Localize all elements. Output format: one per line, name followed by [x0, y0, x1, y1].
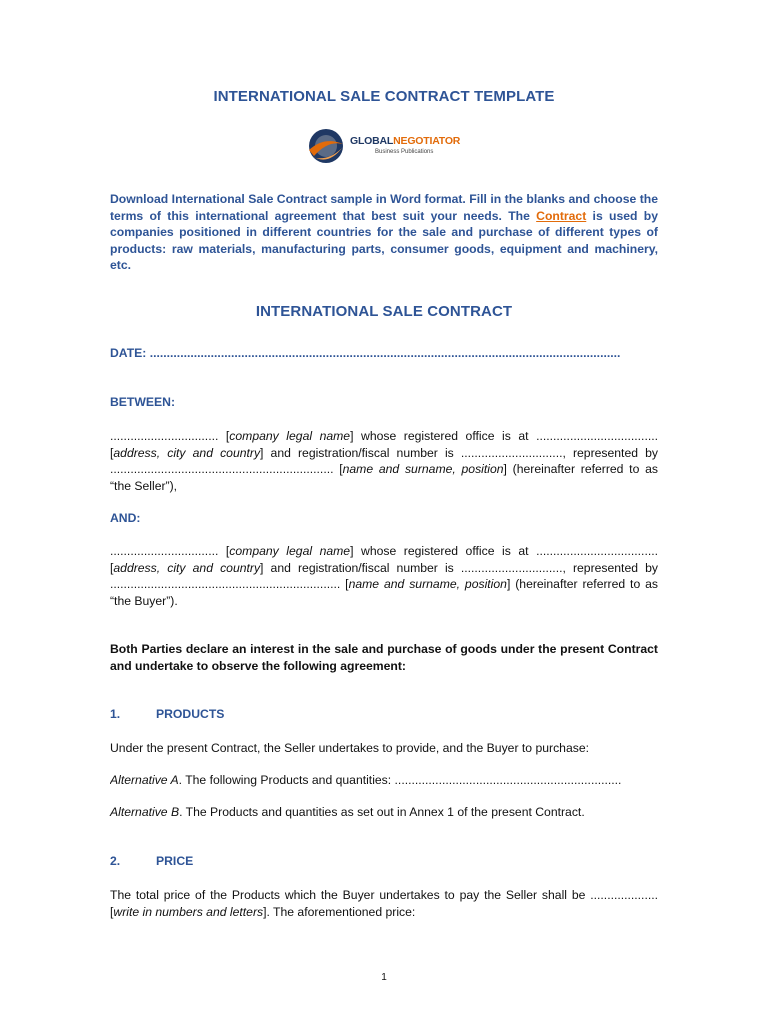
alternative-b: Alternative B. The Products and quantities as set out in Annex 1 of the present Contract.: [110, 805, 585, 819]
buyer-paragraph: ................................ [company legal name] whose registered office is at .................................... [address, city and country] and registration/fiscal number is .............................., represented by .................................................................... [name and surname, position] (hereinafter referred to as “the Buyer”).: [110, 544, 659, 608]
contract-title: INTERNATIONAL SALE CONTRACT: [255, 303, 513, 320]
document-title: INTERNATIONAL SALE CONTRACT TEMPLATE: [213, 88, 555, 105]
between-label: BETWEEN:: [110, 395, 175, 409]
logo-tagline: Business Publications: [375, 149, 434, 155]
price-paragraph: The total price of the Products which the Buyer undertakes to pay the Seller shall be .................... [write in numbers and letters]. The aforementioned price:: [110, 888, 658, 919]
section-2-heading: 2. PRICE: [110, 854, 194, 868]
date-line: DATE: ...........................................................................................................................................: [110, 346, 621, 360]
parties-declaration: Both Parties declare an interest in the sale and purchase of goods under the present Contract and undertake to observe the following agreement:: [110, 642, 658, 673]
globe-icon: [306, 126, 346, 166]
contract-link[interactable]: Contract: [536, 208, 587, 223]
logo-wordmark: GLOBALNEGOTIATOR: [350, 135, 461, 147]
page-number: 1: [381, 972, 387, 983]
alternative-a: Alternative A. The following Products and quantities: ...................................................................: [110, 773, 622, 787]
seller-paragraph: ................................ [company legal name] whose registered office is at .................................... [address, city and country] and registration/fiscal number is .............................., represented by .................................................................. [name and surname, position] (hereinafter referred to as “the Seller”),: [110, 429, 658, 493]
and-label: AND:: [110, 511, 141, 525]
section-1-heading: 1. PRODUCTS: [110, 707, 225, 721]
intro-paragraph: Download International Sale Contract sample in Word format. Fill in the blanks and choose the terms of this international agreement that best suit your needs. The Contract is used by companies positioned in different countries for the sale and purchase of different types of products: raw materials, manufacturing parts, consumer goods, equipment and machinery, etc.: [110, 192, 658, 272]
globalnegotiator-logo: [306, 124, 466, 168]
products-intro: Under the present Contract, the Seller undertakes to provide, and the Buyer to purchase:: [110, 741, 589, 755]
